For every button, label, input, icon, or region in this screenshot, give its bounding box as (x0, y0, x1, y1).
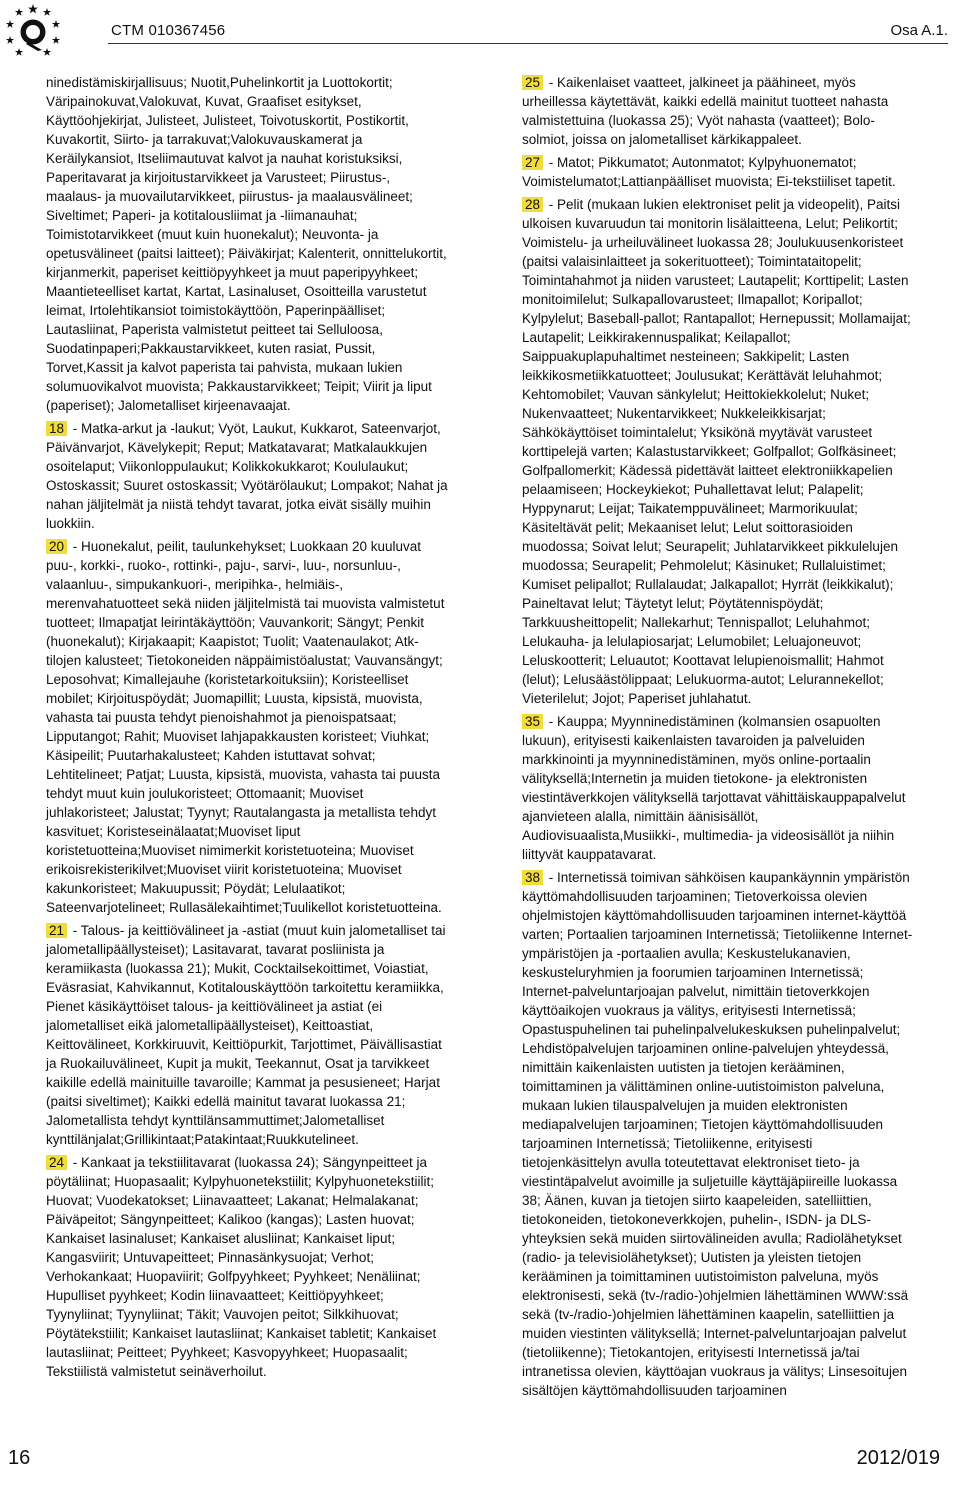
class-description: - Internetissä toimivan sähköisen kaupankäynnin ympäristön käyttömahdollisuuden tarjoaminen; Tietoverkoissa olevien ohjelmistojen käyttömahdollisuuden tarjoaminen internet-käyttöä varten; Portaalien tarjoaminen Internetissä; Tietoliikenne Internet-ympäristöjen ja -portaalien avulla; Keskustelukanavien, keskusteluryhmien ja foorumien tarjoaminen Internetissä; Internet-palveluntarjoajan palvelut, nimittäin tietoverkkojen käyttöaikojen vuokraus ja välitys, erityisesti Internetissä; Opastuspuhelinen tai puhelinpalvelukeskuksen puhelinpalvelut; Lehdistöpalvelujen tarjoaminen online-palvelujen yhteydessä, nimittäin kaikenlaisten uutisten ja tietojen kerääminen, toimittaminen ja välittäminen online-uutistoimiston palveluna, mukaan lukien tilauspalvelujen ja muiden elektronisten mediapalvelujen tarjoaminen; Tietojen käyttömahdollisuuden tarjoaminen Internetissä; Tietoliikenne, erityisesti tietojenkäsittelyn avulla toteutettavat elektroniset tieto- ja viestintäpalvelut avoimille ja suljetuille käyttäjäpiireille luokassa 38; Äänen, kuvan ja tietojen siirto kaapeleiden, satelliittien, tietokoneiden, tietokoneverkkojen, puhelin-, ISDN- ja DLS-yhteyksien sekä muiden siirtovälineiden avulla; Radiolähetykset (radio- ja televisiolähetykset); Uutisten ja yleisten tietojen kerääminen ja toimittaminen uutistoimiston palveluna, myös elektronisesti, sekä (tv-/radio-)ohjelmien lähettäminen WWW:ssä sekä (tv-/radio-)ohjelmien lähettäminen kaapelin, satelliittien ja muiden viestinten välityksellä; Internet-palveluntarjoajan palvelut (tietoliikenne); Tietokantojen, erityisesti Internetissä ja/tai intranetissa olevien, käyttöajan vuokraus ja välitys; Linsesoitujen sisältöjen käyttömahdollisuuden tarjoaminen (522, 870, 913, 1398)
class-number-badge: 24 (46, 1155, 67, 1170)
header-rule (108, 43, 948, 44)
class-entry-28 (522, 195, 914, 708)
class-entry-20 (46, 537, 448, 917)
class-description: - Kankaat ja tekstiilitavarat (luokassa 24); Sängynpeitteet ja pöytäliinat; Huopasaalit; Kylpyhuonetekstiilit; Kylpyhuonetekstiilit; Huovat; Vuodekatokset; Liinavaatteet; Lakanat; Helmalakanat; Päiväpeitot; Sängynpeitteet; Kalikoo (kangas); Lasten huovat; Kankaiset lasinaluset; Kankaiset alusliinat; Kankaiset liput; Kangasviirit; Untuvapeitteet; Pinnasänkysuojat; Verhot; Verhokankaat; Huopaviirit; Golfpyyhkeet; Pyyhkeet; Nenäliinat; Hupulliset pyyhkeet; Kodin liinavaatteet; Keittiöpyyhkeet; Tyynyliinat; Tyynyliinat; Täkit; Vauvojen peitot; Silkkihuovat; Pöytätekstiilit; Kankaiset lautasliinat; Kankaiset tabletit; Kankaiset lautasliinat; Peitteet; Pyyhkeet; Kasvopyyhkeet; Huopasaalit; Tekstiilistä valmistetut seinäverhoilut. (46, 1155, 437, 1379)
class-entry-21 (46, 921, 448, 1149)
class-entry-18 (46, 419, 448, 533)
class-number-badge: 38 (522, 870, 543, 885)
class-entry-25 (522, 73, 914, 149)
left-column (46, 73, 448, 1385)
class-description: - Pelit (mukaan lukien elektroniset pelit ja videopelit), Paitsi ulkoisen kuvaruudun tai monitorin lisälaitteena, Lelut; Pelikortit; Voimistelu- ja urheiluvälineet luokassa 28; Joulukuusenkoristeet (paitsi valaisinlaitteet ja sokerituotteet); Toimintataitopelit; Toimintahahmot ja niiden varusteet; Lautapelit; Korttipelit; Lasten monitoimilelut; Sulkapallovarusteet; Ilmapallot; Koripallot; Kylpylelut; Baseball-pallot; Rantapallot; Hernepussit; Mollamaijat; Lautapelit; Leikkirakennuspalikat; Keilapallot; Saippuakuplapuhaltimet nesteineen; Sakkipelit; Lasten leikkikosmetiikkatuotteet; Joulusukat; Kerättävät leluhahmot; Kehtomobilet; Vauvan sänkylelut; Heittokiekkolelut; Nuket; Nukenvaatteet; Nukentarvikkeet; Nukkeleikkisarjat; Sähkökäyttöiset toimintalelut; Yksikönä myytävät varusteet korttipelejä varten; Kalastustarvikkeet; Golfpallot; Golfkäsineet; Golfpallomerkit; Kädessä pidettävät laitteet elektroniikkapelien pelaamiseen; Hockeykiekot; Puhallettavat lelut; Palapelit; Hyppynarut; Leijat; Taikatemppuvälineet; Marmorikuulat; Käsiteltävät pelit; Mekaaniset lelut; Lelut soittorasioiden muodossa; Soivat lelut; Seurapelit; Juhlatarvikkeet pikkulelujen muodossa; Seurapelit; Pehmolelut; Käsinuket; Rullaluistimet; Kumiset pelipallot; Rullalaudat; Jalkapallot; Hyrrät (leikkikalut); Paineltavat lelut; Täytetyt lelut; Pöytätennispöydät; Tarkkuusheittopelit; Nallekarhut; Tennispallot; Leluhahmot; Lelukauha- ja lelulapiosarjat; Lelumobilet; Leluajoneuvot; Leluskootterit; Leluautot; Koottavat lelupienoismallit; Hahmot (lelut); Lelusäästölippaat; Lelukuorma-autot; Lelurannekellot; Vieterilelut; Jojot; Paperiset juhlahatut. (522, 197, 911, 706)
page-header (0, 0, 960, 60)
class-entry-24 (46, 1153, 448, 1381)
class-number-badge: 28 (522, 197, 543, 212)
class-description: - Kaikenlaiset vaatteet, jalkineet ja päähineet, myös urheillessa käytettävät, kaikki edellä mainitut tuotteet nahasta valmistettuina (luokassa 25); Vyöt nahasta (vaatteet); Bolo-solmiot, joissa on jalometalliset kärkikappaleet. (522, 75, 889, 147)
class-entry-27 (522, 153, 914, 191)
class-entry-38 (522, 868, 914, 1400)
class-number-badge: 27 (522, 155, 543, 170)
class-number-badge: 21 (46, 923, 67, 938)
section-label: Osa A.1. (890, 22, 948, 39)
document-code: CTM 010367456 (111, 22, 226, 39)
ohim-logo-icon (4, 2, 62, 60)
class-number-badge: 20 (46, 539, 67, 554)
class-description: - Matot; Pikkumatot; Autonmatot; Kylpyhuonematot; Voimistelumatot;Lattianpäälliset muovista; Ei-tekstiiliset tapetit. (522, 155, 896, 189)
class-number-badge: 35 (522, 714, 543, 729)
class-description: - Huonekalut, peilit, taulunkehykset; Luokkaan 20 kuuluvat puu-, korkki-, ruoko-, rottinki-, paju-, sarvi-, luu-, norsunluu-, valaanluu-, simpukankuori-, meripihka-, helmiäis-, merenvahatuotteet sekä niiden jäljitelmistä tai muovista valmistetut tuotteet; Ilmapatjat leirintäkäyttöön; Vauvankorit; Sängyt; Penkit (huonekalut); Kirjakaapit; Kaapistot; Tuolit; Vaatenaulakot; Atk-tilojen kalusteet; Tietokoneiden näppäimistöalustat; Vauvansängyt; Leposohvat; Kimallejauhe (koristetarkoituksiin); Koristeelliset mobilet; Kirjoituspöydät; Juomapillit; Luusta, kipsistä, muovista, vahasta tai puusta tehdyt pienoishahmot ja pienoispatsaat; Lipputangot; Rahit; Muoviset lahjapakkausten koristeet; Viuhkat; Käsipeilit; Puutarhakalusteet; Kahden istuttavat sohvat; Lehtitelineet; Patjat; Luusta, kipsistä, muovista, vahasta tai puusta tehdyt muut kuin joulukoristeet; Ottomaanit; Muoviset juhlakoristeet; Jalustat; Tyynyt; Rautalangasta ja metallista tehdyt kasvituet; Koristeseinälaatat;Muoviset liput koristetuotteina;Muoviset nimimerkit koristetuoteina; Muoviset erikoisrekisterikilvet;Muoviset viirit koristetuoteina; Muoviset kakunkoristeet; Makuupussit; Pöydät; Lelulaatikot; Sateenvarjotelineet; Rullasälekaihtimet;Tuulikellot koristetuotteina. (46, 539, 445, 915)
page-number: 16 (8, 1447, 31, 1469)
class-number-badge: 18 (46, 421, 67, 436)
class-entry-35 (522, 712, 914, 864)
class-description: - Talous- ja keittiövälineet ja -astiat (muut kuin jalometalliset tai jalometallipäällysteiset); Lasitavarat, tavarat posliinista ja keramiikasta (luokassa 21); Mukit, Cocktailsekoittimet, Voiastiat, Eväsrasiat, Kahvikannut, Kotitalouskäyttöön tarkoitettu keramiikka, Pienet käsikäyttöiset talous- ja keittiövälineet ja astiat (ei jalometalliset eikä jalometallipäällysteiset), Keittoastiat, Keittovälineet, Korkkiruuvit, Keittiöpurkit, Tarjottimet, Päivällisastiat ja Ruokailuvälineet, Kupit ja mukit, Teekannut, Osat ja tarvikkeet kaikille edellä mainituille tavaroille; Kammat ja pesusieneet; Harjat (paitsi siveltimet); Kaikki edellä mainitut tavarat luokassa 21; Jalometallista tehdyt kynttilänsammuttimet;Jalometalliset kynttilänjalat;Grillikintaat;Patakintaat;Ruukkutelineet. (46, 923, 446, 1147)
right-column (522, 73, 914, 1404)
class-description: - Matka-arkut ja -laukut; Vyöt, Laukut, Kukkarot, Sateenvarjot, Päivänvarjot, Kävelykepit; Reput; Matkatavarat; Matkalaukkujen osoitelaput; Viikonloppulaukut; Kolikkokukkarot; Koululaukut; Ostoskassit; Suuret ostoskassit; Vyötärölaukut; Lompakot; Nahat ja nahan jäljitelmät ja niistä tehdyt tavarat, jotka eivät sisälly muihin luokkiin. (46, 421, 448, 531)
issue-number: 2012/019 (856, 1447, 940, 1469)
class-description: - Kauppa; Myynninedistäminen (kolmansien osapuolten lukuun), erityisesti kaikenlaisten tavaroiden ja palveluiden markkinointi ja myynninedistäminen, myös online-portaalin välityksellä;Internetin ja muiden tietokone- ja elektronisten viestintäverkkojen välityksellä tarjottavat vähittäiskauppapalvelut ajanvieteen alalla, nimittäin äänisisällöt, Audiovisuaalista,Musiikki-, multimedia- ja videosisällöt ja niihin liittyvät kauppatavarat. (522, 714, 906, 862)
continuation-paragraph: ninedistämiskirjallisuus; Nuotit,Puhelinkortit ja Luottokortit; Väripainokuvat,Valokuvat, Kuvat, Graafiset esitykset, Käyttöohjekirjat, Julisteet, Julisteet, Toivotuskortit, Postikortit, Kuvakortit, Siirto- ja tarrakuvat;Valokuvauskamerat ja Keräilykansiot, Itseliimautuvat kalvot ja nauhat koristuksiksi, Paperitavarat ja kirjoitustarvikkeet ja Varusteet; Piirustus-, maalaus- ja muovailutarvikkeet, piirustus- ja maalausvälineet; Siveltimet; Paperi- ja kotitalousliimat ja -liimanauhat; Toimistotarvikkeet (muut kuin huonekalut); Neuvonta- ja opetusvälineet (paitsi laitteet); Päiväkirjat; Kalenterit, onnittelukortit, kirjanmerkit, paperiset keittiöpyyhkeet ja muut paperipyyhkeet; Maantieteelliset kartat, Kartat, Lasinaluset, Osoitteilla varustetut leimat, Irtolehtikansiot toimistokäyttöön, Paperinpäälliset; Lautasliinat, Paperista valmistetut peitteet tai Selluloosa, Suodatinpaperi;Pakkaustarvikkeet, kuten rasiat, Pussit, Torvet,Kassit ja kalvot paperista tai pahvista, mukaan lukien solumuovikalvot muovista; Pakkaustarvikkeet; Teipit; Viirit ja liput (paperiset); Jalometalliset kirjeenavaajat. (46, 75, 447, 413)
class-number-badge: 25 (522, 75, 543, 90)
